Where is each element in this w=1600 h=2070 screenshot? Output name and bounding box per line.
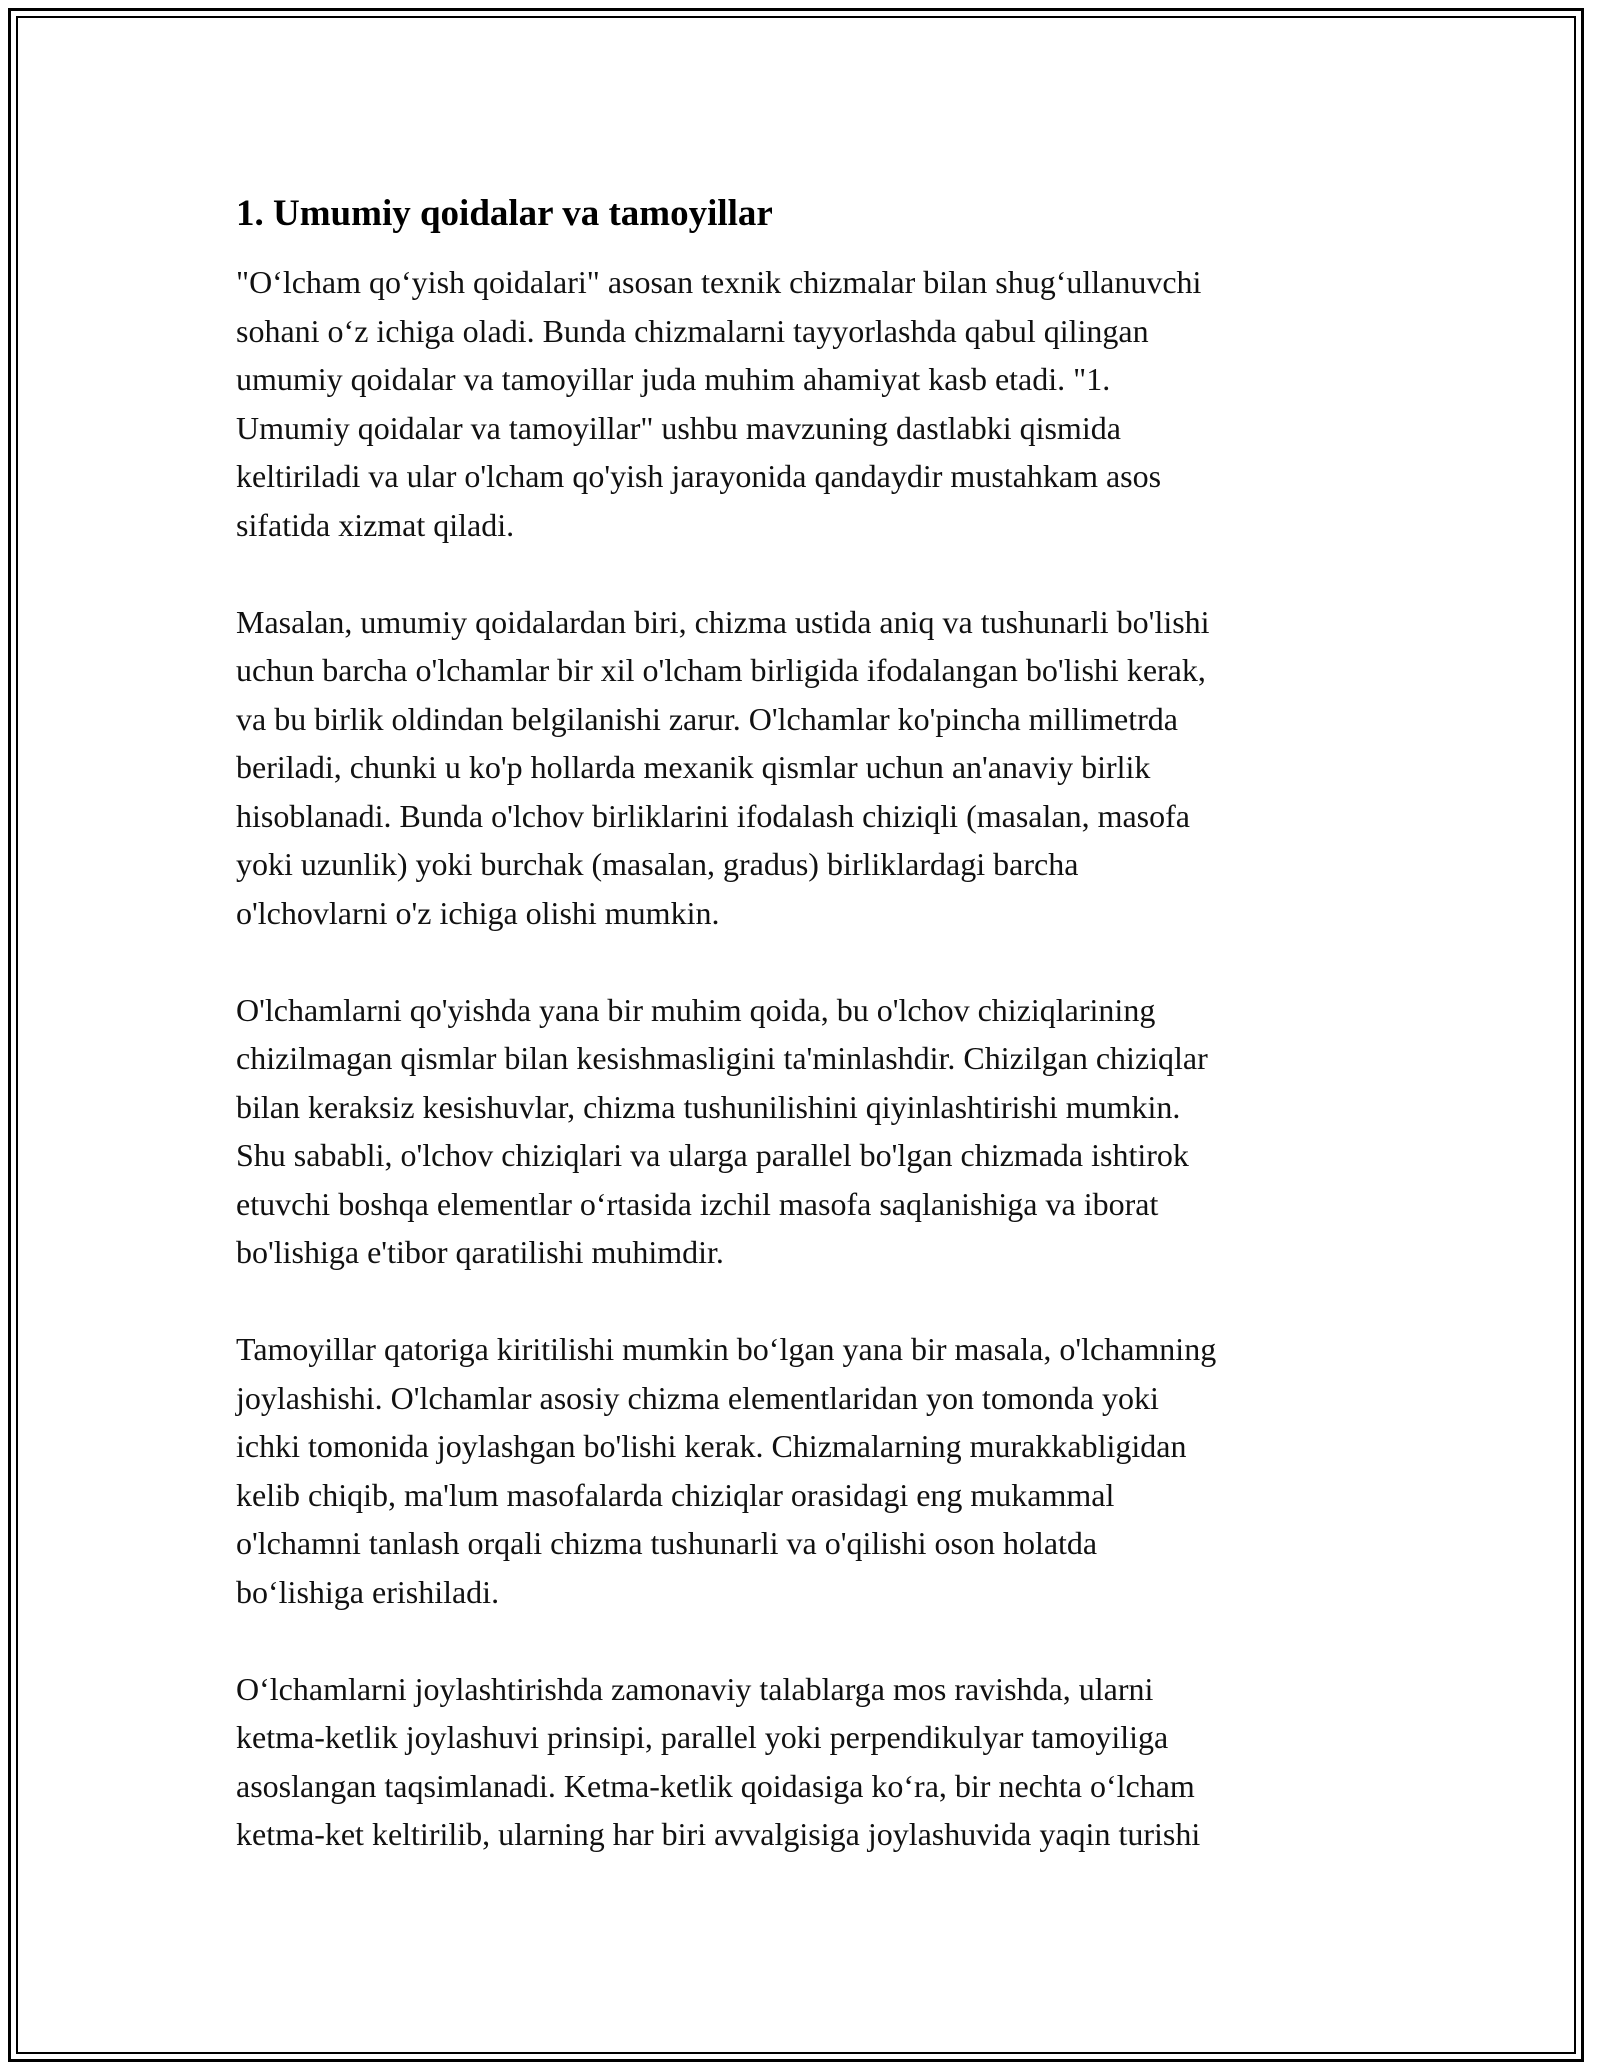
text-line: Masalan, umumiy qoidalardan biri, chizma ustida aniq va tushunarli bo'lishi (236, 603, 1210, 640)
text-line: umumiy qoidalar va tamoyillar juda muhim ahamiyat kasb etadi. "1. (236, 361, 1111, 397)
paragraph-3 (236, 986, 1376, 1277)
text-line: o'lchovlarni o'z ichiga olishi mumkin. (236, 894, 720, 931)
text-line: chizilmagan qismlar bilan kesishmasligini ta'minlashdir. Chizilgan chiziqlar (236, 1040, 1208, 1076)
text-line: beriladi, chunki u ko'p hollarda mexanik qismlar uchun an'anaviy birlik (236, 749, 1151, 785)
paragraph-1 (236, 258, 1376, 549)
text-line: "O‘lcham qo‘yish qoidalari" asosan texnik chizmalar bilan shug‘ullanuvchi (236, 264, 1202, 300)
text-line: etuvchi boshqa elementlar o‘rtasida izchil masofa saqlanishiga va iborat (236, 1185, 1159, 1222)
text-line: yoki uzunlik) yoki burchak (masalan, gradus) birliklardagi barcha (236, 846, 1079, 882)
text-line: sifatida xizmat qiladi. (236, 506, 515, 543)
text-line: o'lchamni tanlash orqali chizma tushunarli va o'qilishi oson holatda (236, 1525, 1098, 1561)
text-line: kelib chiqib, ma'lum masofalarda chiziqlar orasidagi eng mukammal (236, 1476, 1115, 1513)
text-line: uchun barcha o'lchamlar bir xil o'lcham birligida ifodalangan bo'lishi kerak, (236, 652, 1206, 688)
text-line: bo‘lishiga erishiladi. (236, 1573, 500, 1610)
text-line: ichki tomonida joylashgan bo'lishi kerak. Chizmalarning murakkabligidan (236, 1428, 1187, 1464)
paragraph-4 (236, 1325, 1376, 1616)
paragraph-2 (236, 598, 1376, 938)
text-line: O‘lchamlarni joylashtirishda zamonaviy talablarga mos ravishda, ularni (236, 1670, 1154, 1707)
text-line: ketma-ketlik joylashuvi prinsipi, parallel yoki perpendikulyar tamoyiliga (236, 1719, 1169, 1755)
text-line: keltiriladi va ular o'lcham qo'yish jarayonida qandaydir mustahkam asos (236, 458, 1162, 494)
text-line: hisoblanadi. Bunda o'lchov birliklarini ifodalash chiziqli (masalan, masofa (236, 797, 1190, 834)
document-body (236, 190, 1376, 1907)
text-line: O'lchamlarni qo'yishda yana bir muhim qoida, bu o'lchov chiziqlarining (236, 991, 1156, 1028)
text-line: Umumiy qoidalar va tamoyillar" ushbu mavzuning dastlabki qismida (236, 409, 1121, 446)
section-heading: 1. Umumiy qoidalar va tamoyillar (236, 193, 773, 234)
text-line: Tamoyillar qatoriga kiritilishi mumkin bo‘lgan yana bir masala, o'lchamning (236, 1331, 1217, 1367)
text-line: Shu sababli, o'lchov chiziqlari va ularga parallel bo'lgan chizmada ishtirok (236, 1137, 1189, 1173)
text-line: va bu birlik oldindan belgilanishi zarur. O'lchamlar ko'pincha millimetrda (236, 700, 1178, 737)
text-line: bo'lishiga e'tibor qaratilishi muhimdir. (236, 1234, 724, 1270)
text-line: sohani o‘z ichiga oladi. Bunda chizmalarni tayyorlashda qabul qilingan (236, 312, 1149, 349)
text-line: bilan keraksiz kesishuvlar, chizma tushunilishini qiyinlashtirishi mumkin. (236, 1088, 1181, 1125)
text-line: asoslangan taqsimlanadi. Ketma-ketlik qoidasiga ko‘ra, bir nechta o‘lcham (236, 1767, 1195, 1804)
text-line: joylashishi. O'lchamlar asosiy chizma elementlaridan yon tomonda yoki (236, 1379, 1159, 1416)
text-line: ketma-ket keltirilib, ularning har biri avvalgisiga joylashuvida yaqin turishi (236, 1816, 1201, 1852)
paragraph-5 (236, 1665, 1376, 1859)
